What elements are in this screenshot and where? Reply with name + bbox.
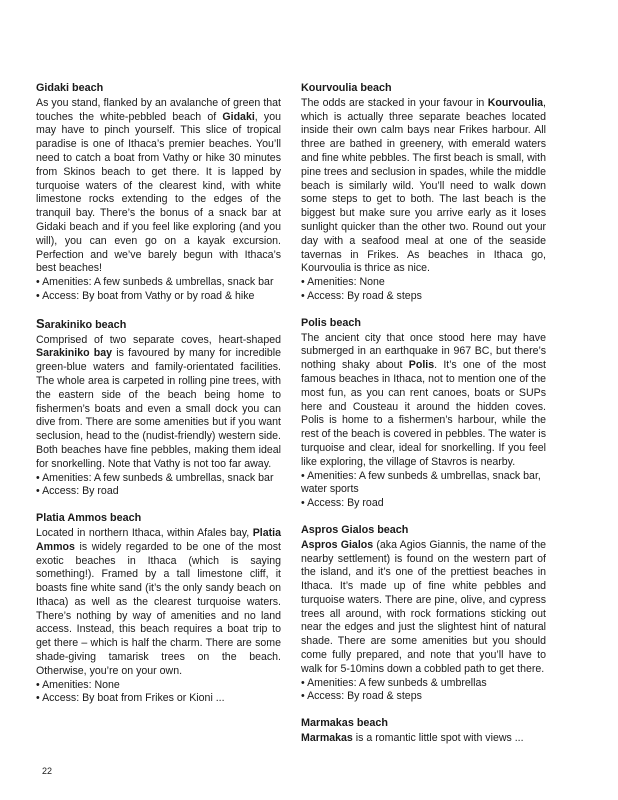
body-paragraph <box>301 97 546 276</box>
section-heading <box>301 524 546 538</box>
body-text: The ancient city that once stood here may have submerged in an earthquake in 967 BC, but there’s nothing shaky about <box>301 331 546 372</box>
heading-text: arakiniko beach <box>44 318 127 331</box>
heading-initial: S <box>36 315 45 331</box>
section-heading <box>36 512 281 526</box>
body-paragraph <box>301 332 546 470</box>
bold-text: Kourvoulia <box>487 96 544 109</box>
bold-text: Platia Ammos <box>36 526 281 553</box>
bullet-item: • Amenities: A few sunbeds & umbrellas, snack bar, water sports <box>301 469 541 496</box>
body-text: The odds are stacked in your favour in <box>301 96 488 109</box>
body-text: , which is actually three separate beaches located inside their own calm bays near Frikes harbour. All three are bathed in greenery, with emerald waters and fine white pebbles. The first beach is small, with pine trees and seclusion in spades, while the middle beach is similarly wild. You’ll need to walk down some steps to get to both. The last beach is the biggest but make sure you arrive early as it loses sunlight quicker than the other two. Round out your day with a seafood meal at one of the seaside tavernas in Frikes. As beaches in Ithaca go, Kourvoulia is thrice as nice. <box>301 96 546 275</box>
bullet-item: • Access: By road & steps <box>301 690 422 703</box>
section-platia-ammos-beach <box>36 512 281 706</box>
right-column <box>301 82 546 759</box>
bold-text: Gidaki <box>222 110 255 123</box>
heading-text: Aspros Gialos beach <box>301 523 409 536</box>
body-text: As you stand, flanked by an avalanche of green that touches the white-pebbled beach of <box>36 96 281 123</box>
bullet-item: • Amenities: A few sunbeds & umbrellas, snack bar <box>36 471 274 484</box>
heading-text: Kourvoulia beach <box>301 82 392 94</box>
section-sarakiniko-beach <box>36 317 281 499</box>
body-text: is widely regarded to be one of the most exotic beaches in Ithaca (which is saying something!). Framed by a tall limestone cliff, it boasts fine white sand (it’s the only sandy beach on Ithaca) as well as the clearest turquoise waters. There’s nothing by way of amenities and no land access. Instead, this beach requires a boat trip to get there – which is half the charm. There are some shade-giving tamarisk trees on the beach. Otherwise, you’re on your own. <box>36 540 281 677</box>
section-heading <box>36 317 281 333</box>
section-polis-beach <box>301 317 546 511</box>
bullet-item: • Access: By road & steps <box>301 289 422 302</box>
left-column <box>36 82 281 719</box>
bullet-item: • Amenities: None <box>36 678 120 691</box>
body-text: (aka Agios Giannis, the name of the nearby settlement) is found on the western part of the island, and it’s one of the prettiest beaches in Ithaca. It’s made up of fine white pebbles and turquoise waters. There are pine, olive, and cypress trees all around, with rock formations sticking out near the edges and just the slightest hint of natural shade. There are some amenities but you should come fully prepared, and note that you’ll have to walk for 5-10mins down a cobbled path to get there. <box>301 538 546 675</box>
bullet-item: • Amenities: A few sunbeds & umbrellas <box>301 676 487 689</box>
section-heading <box>36 82 281 96</box>
body-paragraph <box>36 527 281 679</box>
bullet-item: • Amenities: None <box>301 276 385 289</box>
body-paragraph <box>301 732 546 746</box>
heading-text: Polis beach <box>301 316 362 329</box>
bullet-item: • Access: By road <box>301 497 384 510</box>
bold-text: Sarakiniko bay <box>36 347 113 360</box>
heading-text: Marmakas beach <box>301 717 389 730</box>
section-heading <box>301 82 546 96</box>
section-heading <box>301 717 546 731</box>
heading-text: Gidaki beach <box>36 82 104 94</box>
body-text: is a romantic little spot with views ... <box>352 732 524 745</box>
body-paragraph <box>301 539 546 677</box>
body-text: is favoured by many for incredible green-blue waters and family-orientated facilities. The whole area is carpeted in rolling pine trees, with the eastern side of the beach being home to fishermen’s boats and even a small dock you can dive from. There are some amenities but if you want seclusion, head to the (nudist-friendly) western side. Both beaches have fine pebbles, making them ideal for snorkelling. Note that Vathy is not too far away. <box>36 347 281 470</box>
body-text: Located in northern Ithaca, within Afales bay, <box>36 526 253 539</box>
section-gidaki-beach <box>36 82 281 304</box>
section-aspros-gialos-beach <box>301 524 546 704</box>
section-marmakas-beach <box>301 717 546 746</box>
body-text: , you may have to pinch yourself. This slice of tropical paradise is one of Ithaca’s premier beaches. You’ll need to catch a boat from Vathy or hike 30 minutes from Skinos beach to get there. It is lapped by turquoise waters of the clearest kind, with white limestone rocks extending to the edges of the tranquil bay. There’s the bonus of a snack bar at Gidaki beach and if you feel like exploring (and you will), you can even go on a kayak excursion. Perfection and we’ve barely begun with Ithaca’s best beaches! <box>36 110 282 275</box>
bullet-item: • Access: By boat from Vathy or by road & hike <box>36 289 255 302</box>
page-number: 22 <box>42 766 53 776</box>
section-heading <box>301 317 546 331</box>
body-text: Comprised of two separate coves, heart-shaped <box>36 333 281 346</box>
body-paragraph <box>36 97 281 276</box>
bold-text: Aspros Gialos <box>301 538 374 551</box>
bullet-item: • Access: By boat from Frikes or Kioni ... <box>36 692 225 705</box>
body-text: . It’s one of the most famous beaches in Ithaca, not to mention one of the most fun, as you can rent canoes, boats or SUPs here and Cousteau it around the hidden coves. Polis is home to a fishermen’s harbour, while the rest of the beach is covered in pebbles. The water is turquoise and clear, ideal for snorkelling. If you feel like exploring, the village of Stavros is nearby. <box>301 359 546 468</box>
bold-text: Marmakas <box>301 732 353 745</box>
heading-text: Platia Ammos beach <box>36 512 142 525</box>
bullet-item: • Access: By road <box>36 485 119 498</box>
section-kourvoulia-beach <box>301 82 546 304</box>
bullet-item: • Amenities: A few sunbeds & umbrellas, snack bar <box>36 276 274 289</box>
body-paragraph <box>36 334 281 472</box>
bold-text: Polis <box>408 359 435 372</box>
